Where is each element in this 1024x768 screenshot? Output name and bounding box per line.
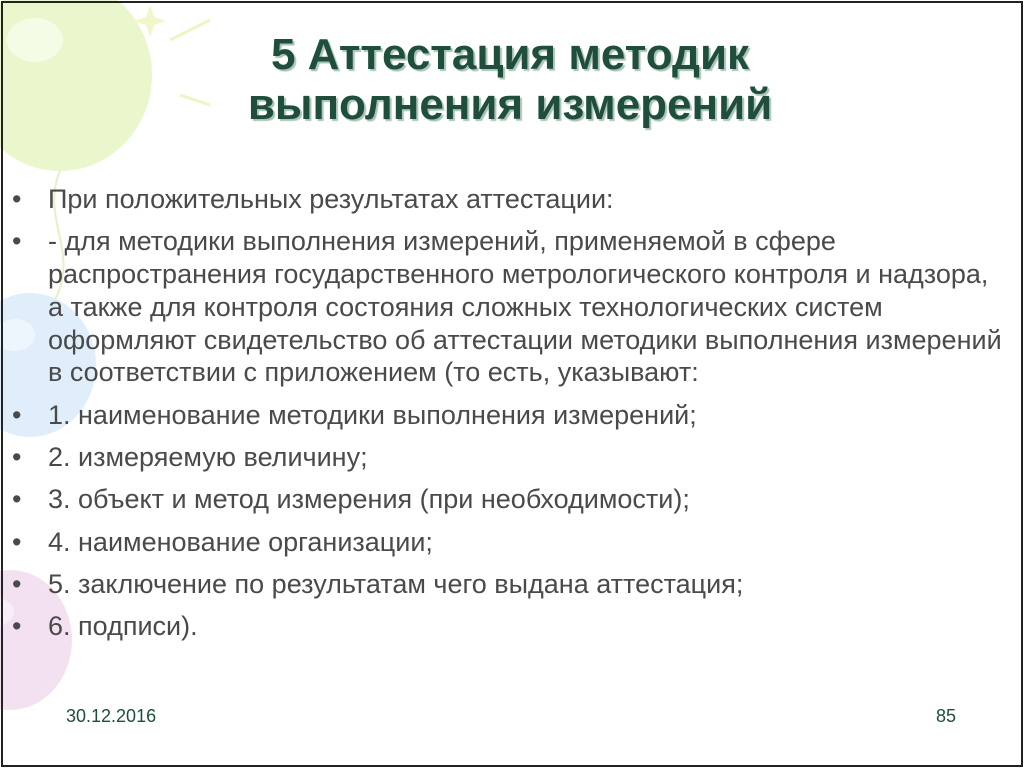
bullet-text: 4. наименование организации; xyxy=(48,526,433,557)
bullet-glyph: • xyxy=(12,568,22,599)
bullet-item xyxy=(0,441,1010,474)
bullet-item xyxy=(0,610,1010,643)
green-balloon-highlight xyxy=(7,18,63,62)
bullet-glyph: • xyxy=(12,399,22,430)
bullet-text: - для методики выполнения измерений, применяемой в сфере распространения государственного метрологического контроля и надзора, а также для контроля состояния сложных технологических систем оформляют свидетельство об аттестации методики выполнения измерений в соответствии с приложением (то есть, указывают: xyxy=(48,226,1002,388)
bullet-item xyxy=(0,183,1010,216)
bullet-glyph: • xyxy=(12,184,22,214)
bullet-glyph: • xyxy=(12,442,22,473)
bullet-glyph: • xyxy=(12,526,22,557)
slide-title-line-1: 5 Аттестация методик xyxy=(270,30,750,79)
bullet-item xyxy=(0,568,1010,601)
bullet-text: 3. объект и метод измерения (при необходимости); xyxy=(48,484,690,515)
slide-title xyxy=(150,30,870,130)
footer-date: 30.12.2016 xyxy=(66,706,157,726)
bullet-text: 2. измеряемую величину; xyxy=(48,442,368,473)
bullet-item xyxy=(0,526,1010,559)
bullet-list xyxy=(0,183,1010,653)
bullet-item xyxy=(0,225,1010,389)
bullet-glyph: • xyxy=(12,226,22,257)
bullet-text: При положительных результатах аттестации: xyxy=(48,184,614,214)
bullet-item xyxy=(0,483,1010,516)
slide-title-line-2: выполнения измерений xyxy=(247,80,773,129)
bullet-item xyxy=(0,399,1010,432)
bullet-text: 6. подписи). xyxy=(48,611,198,642)
bullet-glyph: • xyxy=(12,484,22,515)
bullet-text: 1. наименование методики выполнения измерений; xyxy=(48,399,697,430)
bullet-glyph: • xyxy=(12,611,22,642)
slide-number: 85 xyxy=(936,706,957,726)
bullet-text: 5. заключение по результатам чего выдана аттестация; xyxy=(48,568,744,599)
